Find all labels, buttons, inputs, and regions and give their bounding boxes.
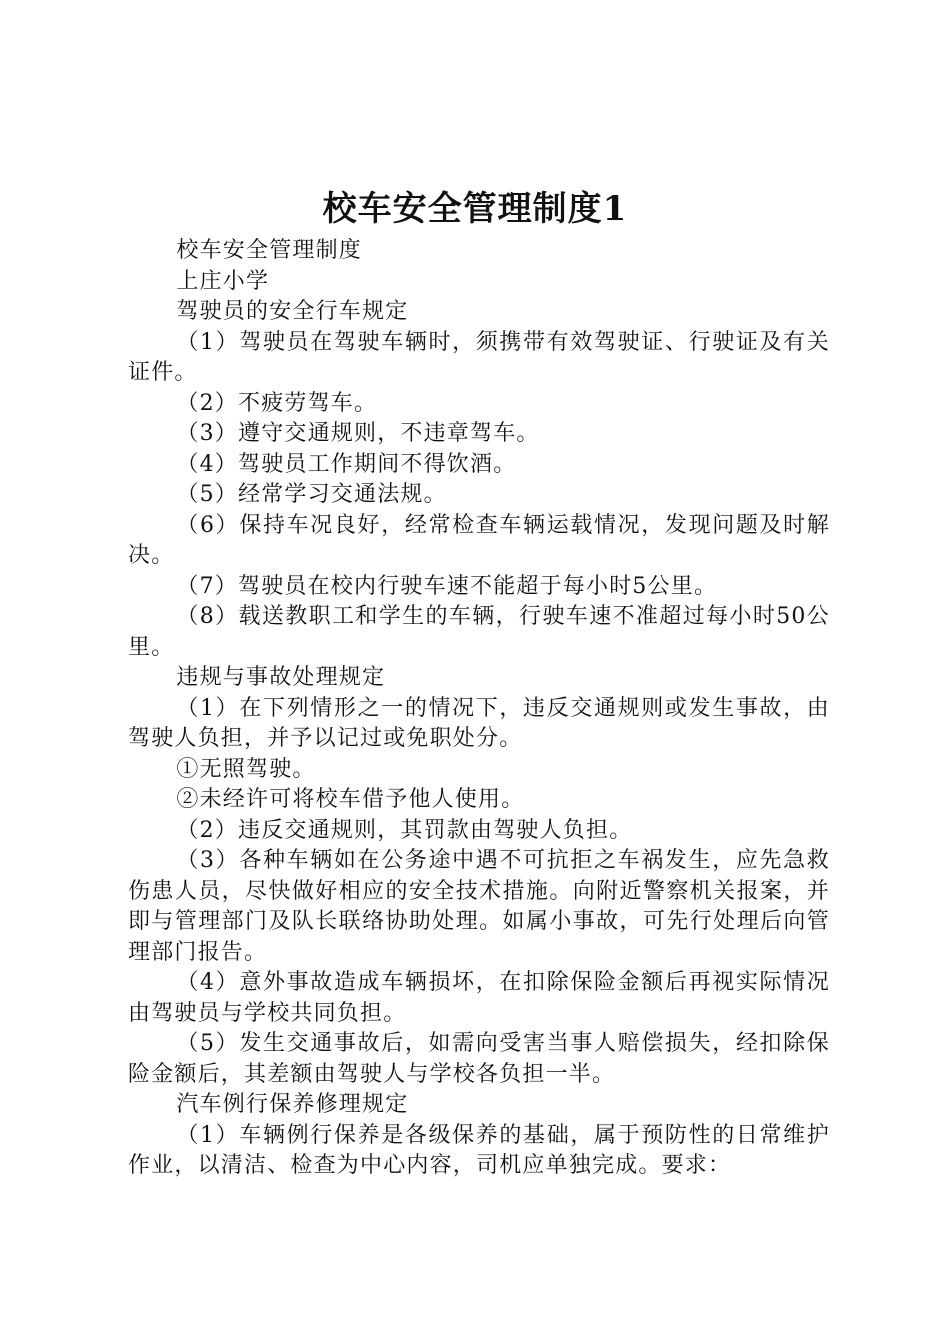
document-body — [128, 236, 830, 1182]
paragraph: （3）各种车辆如在公务途中遇不可抗拒之车祸发生，应先急救伤患人员，尽快做好相应的安全技术措施。向附近警察机关报案，并即与管理部门及队长联络协助处理。如属小事故，可先行处理后向管理部门报告。 — [128, 848, 830, 965]
section-heading: 违规与事故处理规定 — [176, 665, 386, 690]
paragraph: （4）意外事故造成车辆损坏，在扣除保险金额后再视实际情况由驾驶员与学校共同负担。 — [128, 970, 830, 1026]
paragraph: （5）经常学习交通法规。 — [176, 482, 447, 507]
paragraph: ②未经许可将校车借予他人使用。 — [176, 787, 525, 812]
paragraph: （8）载送教职工和学生的车辆，行驶车速不准超过每小时50公里。 — [128, 604, 830, 660]
section-heading: 驾驶员的安全行车规定 — [176, 299, 409, 324]
paragraph: （1）驾驶员在驾驶车辆时，须携带有效驾驶证、行驶证及有关证件。 — [128, 329, 830, 385]
paragraph: （5）发生交通事故后，如需向受害当事人赔偿损失，经扣除保险金额后，其差额由驾驶人与学校各负担一半。 — [128, 1031, 830, 1087]
paragraph: 校车安全管理制度 — [176, 238, 362, 263]
paragraph: （4）驾驶员工作期间不得饮酒。 — [176, 451, 517, 477]
paragraph: （2）违反交通规则，其罚款由驾驶人负担。 — [176, 817, 633, 843]
paragraph: ①无照驾驶。 — [176, 756, 316, 782]
paragraph: （1）在下列情形之一的情况下，违反交通规则或发生事故，由驾驶人负担，并予以记过或免职处分。 — [128, 695, 830, 751]
paragraph: （2）不疲劳驾车。 — [176, 390, 378, 416]
paragraph: 上庄小学 — [176, 268, 270, 294]
paragraph: （7）驾驶员在校内行驶车速不能超于每小时5公里。 — [176, 573, 718, 599]
section-heading: 汽车例行保养修理规定 — [176, 1092, 409, 1117]
document-title: 校车安全管理制度1 — [322, 189, 628, 229]
paragraph: （1）车辆例行保养是各级保养的基础，属于预防性的日常维护作业，以清洁、检查为中心内容，司机应单独完成。要求： — [128, 1122, 830, 1178]
paragraph: （3）遵守交通规则，不违章驾车。 — [176, 421, 540, 446]
paragraph: （6）保持车况良好，经常检查车辆运载情况，发现问题及时解决。 — [128, 512, 830, 568]
